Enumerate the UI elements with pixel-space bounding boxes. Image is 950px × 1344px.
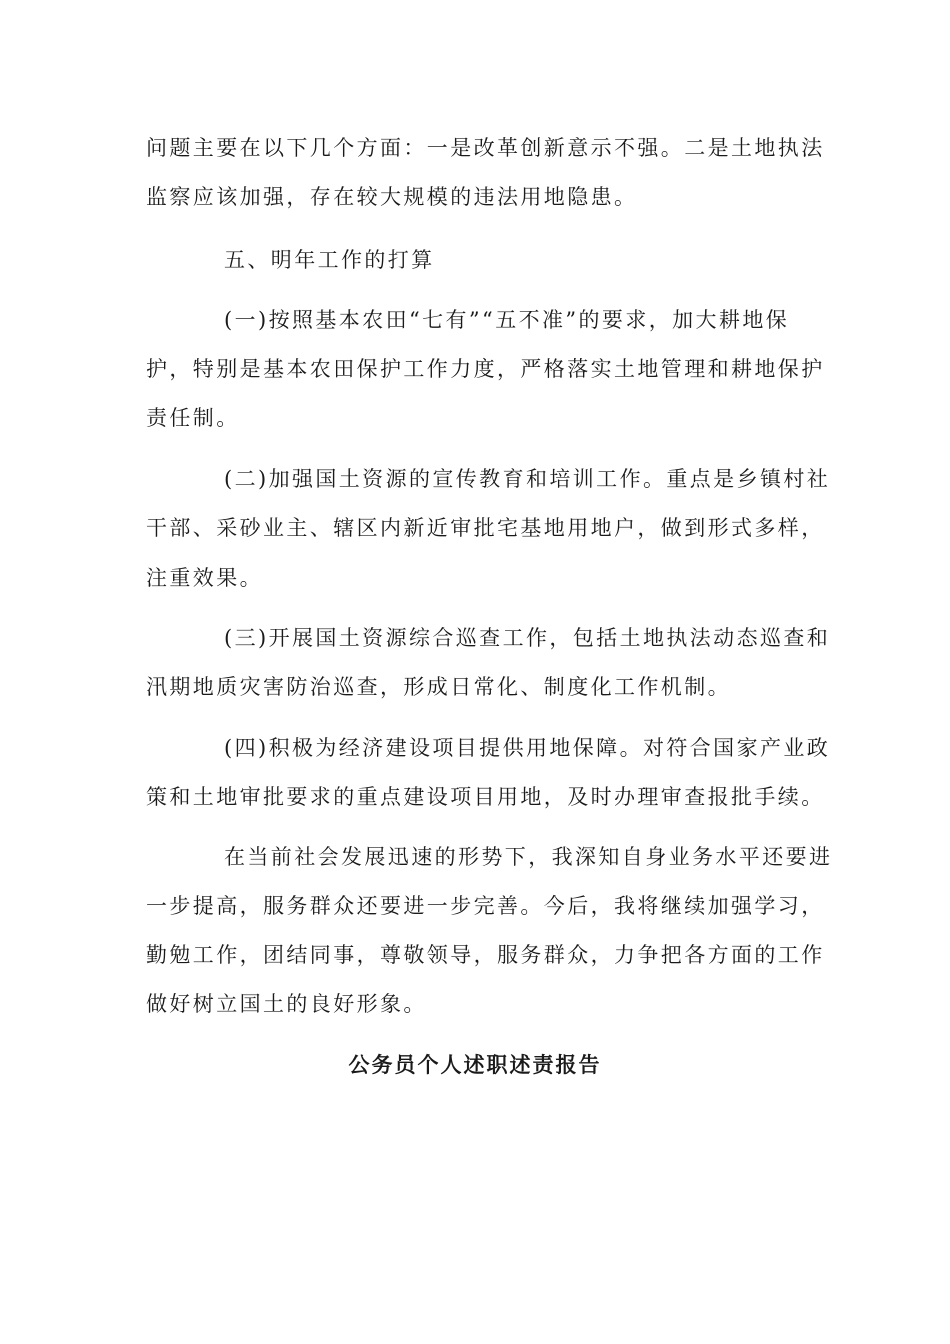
list-item-line: (一)按照基本农田“七有”“五不准”的要求，加大耕地保 <box>224 308 790 332</box>
paragraph-line: 问题主要在以下几个方面：一是改革创新意示不强。二是土地执法 <box>146 136 825 160</box>
section-heading: 五、明年工作的打算 <box>224 248 435 272</box>
paragraph-line: 监察应该加强，存在较大规模的违法用地隐患。 <box>146 185 638 209</box>
list-item-line: 干部、采砂业主、辖区内新近审批宅基地用地户，做到形式多样， <box>146 516 825 540</box>
list-item-line: (四)积极为经济建设项目提供用地保障。对符合国家产业政 <box>224 736 831 760</box>
list-item-line: 策和土地审批要求的重点建设项目用地，及时办理审查报批手续。 <box>146 785 825 809</box>
list-item-line: 注重效果。 <box>146 566 263 590</box>
paragraph-line: 做好树立国土的良好形象。 <box>146 992 427 1016</box>
paragraph-line: 勤勉工作，团结同事，尊敬领导，服务群众，力争把各方面的工作 <box>146 943 825 967</box>
document-title: 公务员个人述职述责报告 <box>348 1053 602 1077</box>
paragraph-line: 一步提高，服务群众还要进一步完善。今后，我将继续加强学习， <box>146 894 825 918</box>
list-item-line: 汛期地质灾害防治巡查，形成日常化、制度化工作机制。 <box>146 675 731 699</box>
list-item-line: (三)开展国土资源综合巡查工作，包括土地执法动态巡查和 <box>224 626 831 650</box>
list-item-line: 责任制。 <box>146 406 240 430</box>
list-item-line: 护，特别是基本农田保护工作力度，严格落实土地管理和耕地保护 <box>146 357 825 381</box>
list-item-line: (二)加强国土资源的宣传教育和培训工作。重点是乡镇村社 <box>224 467 831 491</box>
paragraph-line: 在当前社会发展迅速的形势下，我深知自身业务水平还要进 <box>224 845 833 869</box>
